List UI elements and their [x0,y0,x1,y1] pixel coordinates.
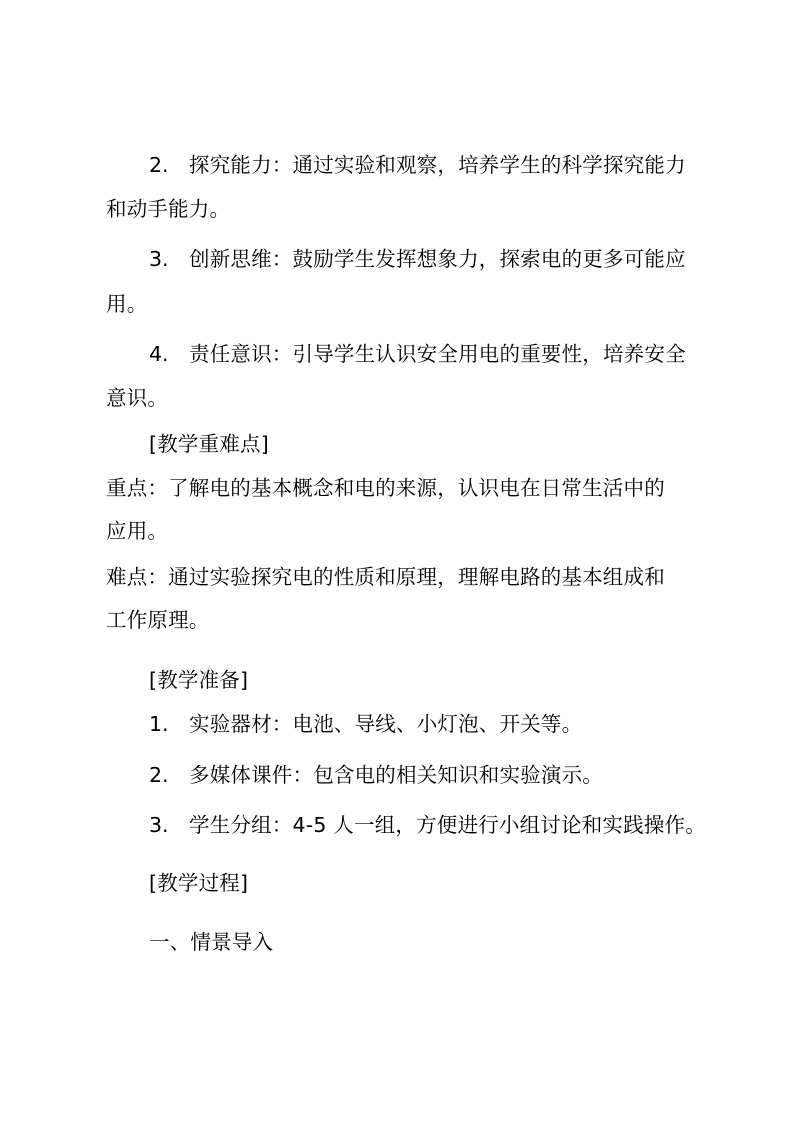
objective-2-number: 2. [149,153,169,177]
difficulty-text-continued: 工作原理。 [106,608,210,632]
objective-3-text: 创新思维：鼓励学生发挥想象力，探索电的更多可能应 [189,247,686,271]
key-point-text: 重点：了解电的基本概念和电的来源，认识电在日常生活中的 [106,476,665,500]
process-section-1-heading: 一、情景导入 [149,930,274,954]
preparation-heading: [教学准备] [149,668,249,692]
objective-3-number: 3. [149,247,169,271]
key-point-text-continued: 应用。 [106,519,169,543]
objective-2-text-continued: 和动手能力。 [106,197,231,221]
preparation-item-2-text: 多媒体课件：包含电的相关知识和实验演示。 [189,763,603,787]
preparation-item-1-text: 实验器材：电池、导线、小灯泡、开关等。 [189,712,583,736]
preparation-item-3-number: 3. [149,813,169,837]
preparation-item-1-number: 1. [149,712,169,736]
key-points-heading: [教学重难点] [149,432,269,456]
process-heading: [教学过程] [149,871,249,895]
objective-3-text-continued: 用。 [106,292,148,316]
objective-4-text: 责任意识：引导学生认识安全用电的重要性，培养安全 [189,342,686,366]
difficulty-text: 难点：通过实验探究电的性质和原理，理解电路的基本组成和 [106,565,665,589]
preparation-item-2-number: 2. [149,763,169,787]
objective-4-number: 4. [149,342,169,366]
objective-2-text: 探究能力：通过实验和观察，培养学生的科学探究能力 [189,153,686,177]
objective-4-text-continued: 意识。 [106,386,169,410]
preparation-item-3-text: 学生分组：4-5 人一组，方便进行小组讨论和实践操作。 [189,813,706,837]
